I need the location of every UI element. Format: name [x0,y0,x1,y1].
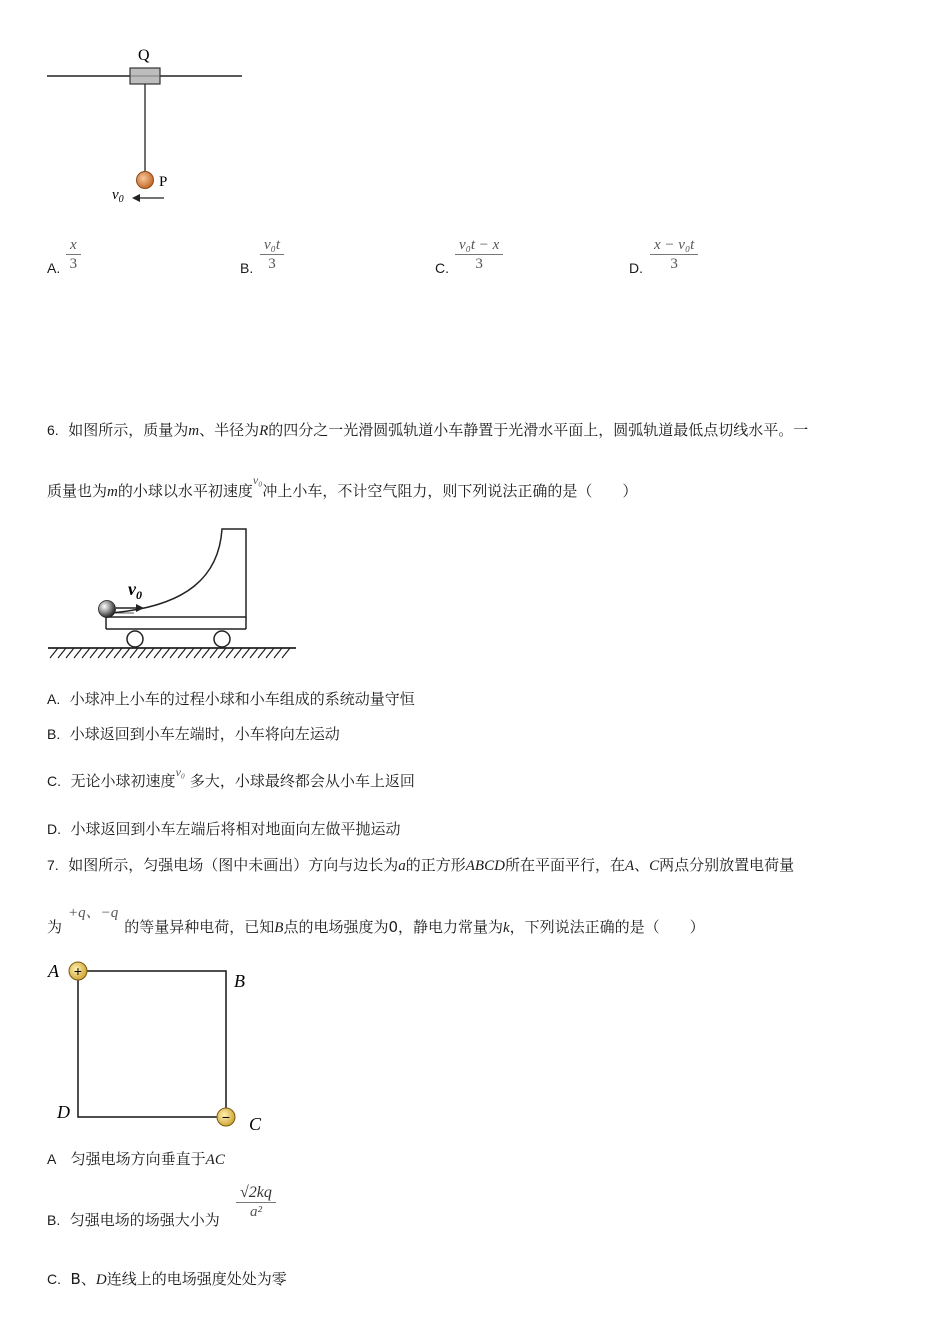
vertex-c-label: C [249,1114,262,1134]
q7-stem-line2: 为+q、−q的等量异种电荷，已知B点的电场强度为0，静电力常量为k，下列说法正确的是（ ） [47,905,705,936]
q7-option-b[interactable]: B. 匀强电场的场强大小为 [47,1211,220,1229]
minus-sign: − [221,1109,231,1125]
v0-label: $v_0$ [112,187,124,205]
q5-option-d-fraction: x − v₀t 3 [650,236,698,273]
q5-option-d-letter[interactable]: D. [629,260,643,276]
vertex-a-label: A [48,961,59,981]
ball-p [137,172,154,189]
vertex-b-label: B [234,971,245,991]
velocity-arrowhead [132,194,140,202]
q6-stem-line1: 6. 如图所示，质量为m、半径为R的四分之一光滑圆弧轨道小车静置于光滑水平面上，圆弧轨道最低点切线水平。一 [47,421,809,439]
q5-option-a-letter[interactable]: A. [47,260,61,276]
q7-option-b-fraction: √2kq a² [236,1184,276,1221]
q7-option-c[interactable]: C. B、D连线上的电场强度处处为零 [47,1270,287,1288]
cart-diagram [44,525,304,660]
square-charge-diagram [40,955,280,1140]
q6-stem-line2: 质量也为m的小球以水平初速度$^{v_0}$冲上小车，不计空气阻力，则下列说法正确的是（ ） [47,473,638,500]
q7-option-a[interactable]: A 匀强电场方向垂直于AC [47,1150,225,1168]
plus-sign: + [73,963,83,979]
cart-wheel-left [127,631,143,647]
v0-label: $v_0$ [128,579,142,602]
q6-option-c[interactable]: C. 无论小球初速度$^{v_0}$ 多大，小球最终都会从小车上返回 [47,765,415,790]
ground-hatching [50,648,290,658]
q6-option-b[interactable]: B. 小球返回到小车左端时，小车将向左运动 [47,725,340,743]
q6-option-d[interactable]: D. 小球返回到小车左端后将相对地面向左做平抛运动 [47,820,401,838]
p-label: P [159,174,168,190]
q5-option-a-fraction: x 3 [66,236,81,273]
q-label: Q [138,47,150,64]
square-abcd [78,971,226,1117]
vertex-d-label: D [57,1102,70,1122]
cart-wheel-right [214,631,230,647]
q5-option-b-letter[interactable]: B. [240,260,254,276]
pendulum-diagram [40,40,260,215]
q6-option-a[interactable]: A. 小球冲上小车的过程小球和小车组成的系统动量守恒 [47,690,415,708]
cart-body [106,529,246,617]
q5-option-c-letter[interactable]: C. [435,260,449,276]
q5-option-c-fraction: v₀t − x 3 [455,236,503,273]
small-ball [99,601,116,618]
q5-option-b-fraction: v₀t 3 [260,236,284,273]
q7-stem-line1: 7. 如图所示，匀强电场（图中未画出）方向与边长为a的正方形ABCD所在平面平行，在A、C两点分别放置电荷量 [47,856,795,874]
